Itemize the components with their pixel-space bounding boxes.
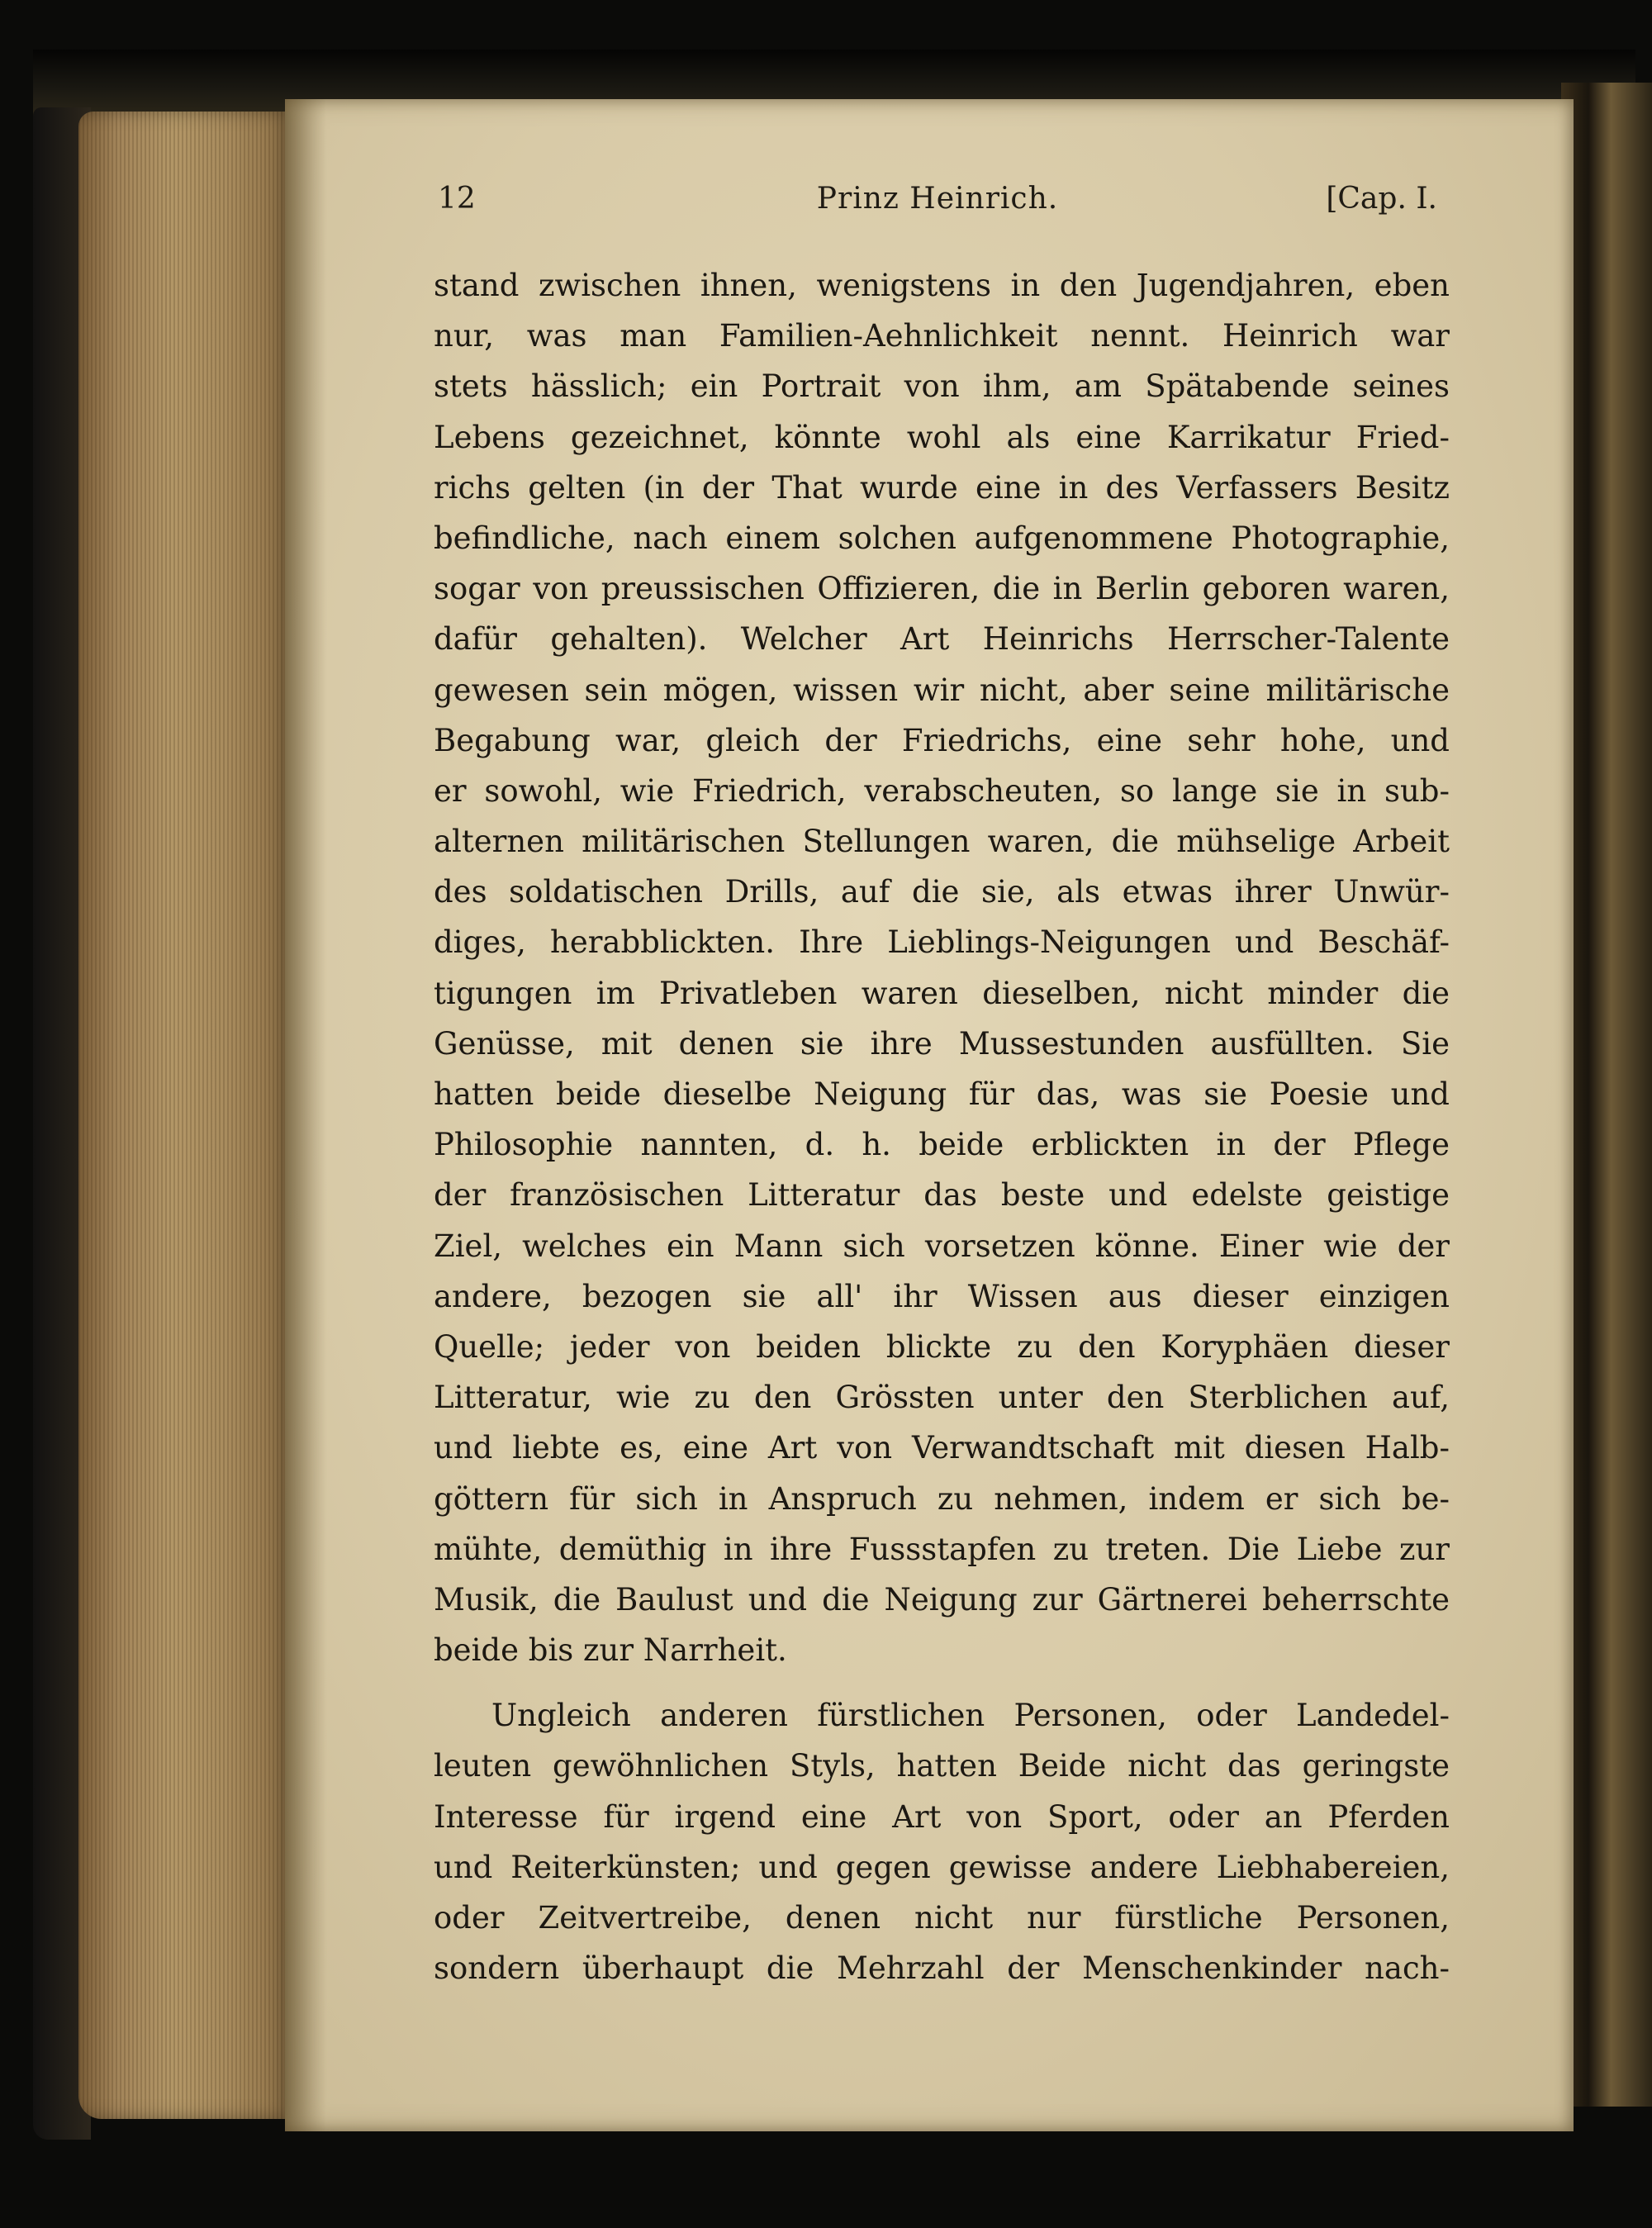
text-line: Musik, die Baulust und die Neigung zur Gärtnerei beherrschte <box>434 1581 1450 1618</box>
text-line: des soldatischen Drills, auf die sie, als etwas ihrer Unwür- <box>434 874 1450 910</box>
paragraph-gap <box>434 1675 1450 1690</box>
text-line: stand zwischen ihnen, wenigstens in den Jugendjahren, eben <box>434 268 1450 303</box>
book-page <box>285 99 1574 2131</box>
body-text <box>434 260 1450 1993</box>
text-line: stets hässlich; ein Portrait von ihm, am Spätabende seines <box>434 368 1450 405</box>
text-line: tigungen im Privatleben waren dieselben, nicht minder die <box>434 975 1450 1011</box>
text-line: oder Zeitvertreibe, denen nicht nur fürstliche Personen, <box>434 1900 1450 1936</box>
text-line: der französischen Litteratur das beste und edelste geistige <box>434 1177 1450 1214</box>
gutter-shadow <box>285 99 326 2131</box>
running-header <box>438 182 1437 231</box>
text-line: Litteratur, wie zu den Grössten unter den Sterblichen auf, <box>434 1380 1450 1416</box>
text-line: Ziel, welches ein Mann sich vorsetzen könne. Einer wie der <box>434 1228 1450 1264</box>
text-line: dafür gehalten). Welcher Art Heinrichs Herrscher-Talente <box>434 621 1450 658</box>
paragraph-1 <box>434 260 1450 1675</box>
text-line: befindliche, nach einem solchen aufgenommene Photographie, <box>434 520 1450 556</box>
text-line: alternen militärischen Stellungen waren, die mühselige Arbeit <box>434 824 1450 860</box>
text-line: er sowohl, wie Friedrich, verabscheuten, so lange sie in sub- <box>434 772 1450 809</box>
text-line: beide bis zur Narrheit. <box>434 1632 787 1669</box>
text-line: hatten beide dieselbe Neigung für das, was sie Poesie und <box>434 1076 1450 1112</box>
text-line: und liebte es, eine Art von Verwandtschaft mit diesen Halb- <box>434 1430 1450 1466</box>
text-line: andere, bezogen sie all' ihr Wissen aus dieser einzigen <box>434 1278 1450 1314</box>
text-line: mühte, demüthig in ihre Fussstapfen zu treten. Die Liebe zur <box>434 1531 1450 1567</box>
text-line: Lebens gezeichnet, könnte wohl als eine Karrikatur Fried- <box>434 419 1450 455</box>
text-line: Quelle; jeder von beiden blickte zu den Koryphäen dieser <box>434 1328 1450 1365</box>
page-block-edges <box>78 112 293 2119</box>
text-line: nur, was man Familien-Aehnlichkeit nennt. Heinrich war <box>434 318 1450 354</box>
text-line: richs gelten (in der That wurde eine in des Verfassers Besitz <box>434 469 1450 506</box>
running-title: Prinz Heinrich. <box>816 182 1059 216</box>
text-line: Interesse für irgend eine Art von Sport, oder an Pferden <box>434 1798 1450 1835</box>
text-line: Genüsse, mit denen sie ihre Mussestunden ausfüllten. Sie <box>434 1025 1450 1062</box>
text-line: diges, herabblickten. Ihre Lieblings-Neigungen und Beschäf- <box>434 924 1450 961</box>
text-line: göttern für sich in Anspruch zu nehmen, indem er sich be- <box>434 1480 1450 1517</box>
text-line: sondern überhaupt die Mehrzahl der Menschenkinder nach- <box>434 1950 1450 1987</box>
facing-page-edge <box>1561 83 1652 2107</box>
text-line: Begabung war, gleich der Friedrichs, eine sehr hohe, und <box>434 722 1450 758</box>
chapter-marker: [Cap. I. <box>1326 182 1437 216</box>
paragraph-2 <box>434 1690 1450 1993</box>
text-line: und Reiterkünsten; und gegen gewisse andere Liebhabereien, <box>434 1849 1450 1885</box>
text-line: Ungleich anderen fürstlichen Personen, oder Landedel- <box>491 1698 1450 1734</box>
text-line: Philosophie nannten, d. h. beide erblickten in der Pflege <box>434 1127 1450 1163</box>
text-line: sogar von preussischen Offizieren, die in Berlin geboren waren, <box>434 571 1450 607</box>
page-number: 12 <box>438 182 476 216</box>
text-line: gewesen sein mögen, wissen wir nicht, aber seine militärische <box>434 672 1450 708</box>
text-line: leuten gewöhnlichen Styls, hatten Beide nicht das geringste <box>434 1748 1450 1784</box>
